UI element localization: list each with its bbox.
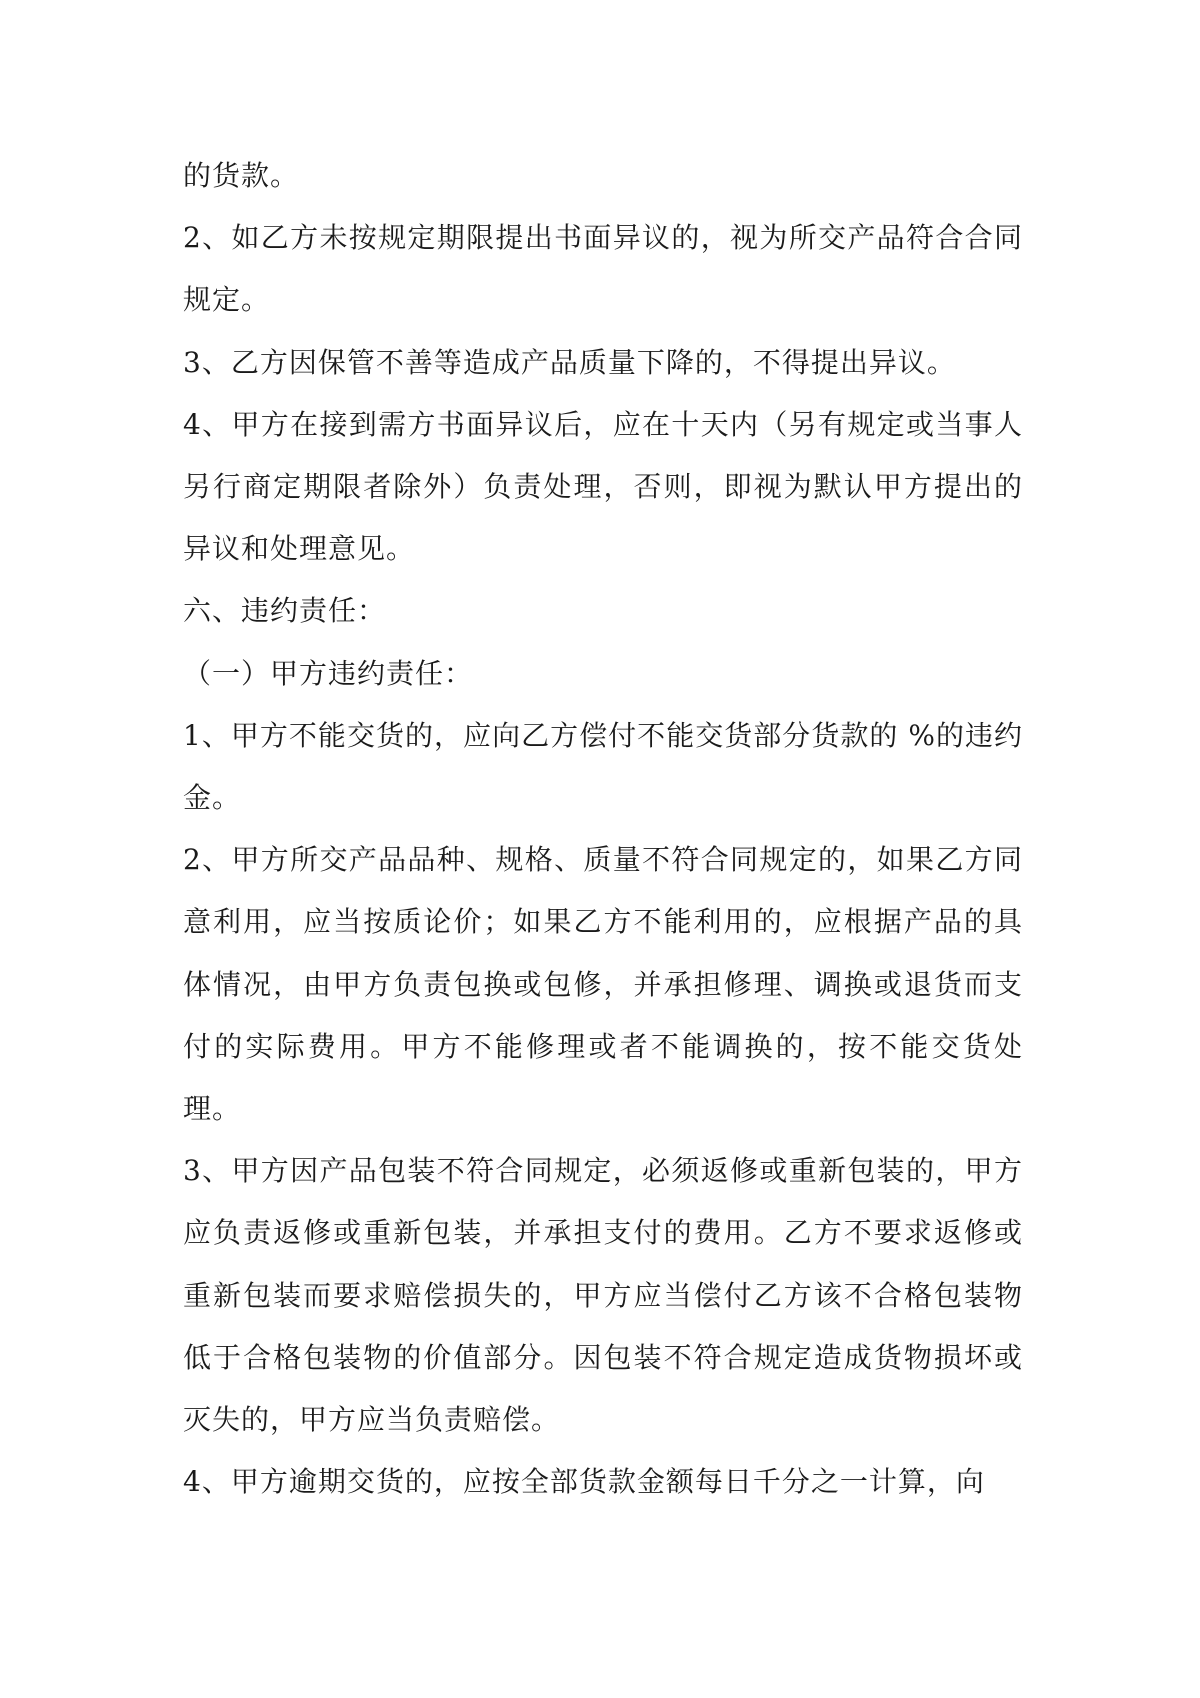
paragraph-liability-4: 4、甲方逾期交货的，应按全部货款金额每日千分之一计算，向 [183, 1465, 985, 1499]
section-heading-liability: 六、违约责任： [183, 594, 387, 628]
paragraph-liability-3: 3、甲方因产品包装不符合同规定，必须返修或重新包装的，甲方应负责返修或重新包装，并承担支付的费用。乙方不要求返修或重新包装而要求赔偿损失的，甲方应当偿付乙方该不合格包装物低于合格包装物的价值部分。因包装不符合规定造成货物损坏或灭失的，甲方应当负责赔偿。 [183, 1154, 1023, 1437]
paragraph-clause-3-storage: 3、乙方因保管不善等造成产品质量下降的，不得提出异议。 [183, 345, 956, 379]
paragraph-clause-4-handling: 4、甲方在接到需方书面异议后，应在十天内（另有规定或当事人另行商定期限者除外）负责处理，否则，即视为默认甲方提出的异议和处理意见。 [183, 407, 1023, 566]
paragraph-liability-1: 1、甲方不能交货的，应向乙方偿付不能交货部分货款的 %的违约金。 [183, 718, 1023, 815]
document-body [183, 145, 1023, 1513]
paragraph-liability-2: 2、甲方所交产品品种、规格、质量不符合同规定的，如果乙方同意利用，应当按质论价；如果乙方不能利用的，应根据产品的具体情况，由甲方负责包换或包修，并承担修理、调换或退货而支付的实际费用。甲方不能修理或者不能调换的，按不能交货处理。 [183, 843, 1023, 1126]
paragraph-clause-2-objection: 2、如乙方未按规定期限提出书面异议的，视为所交产品符合合同规定。 [183, 221, 1023, 317]
paragraph-payment-tail: 的货款。 [183, 159, 300, 192]
subsection-heading-party-a: （一）甲方违约责任： [183, 656, 474, 690]
